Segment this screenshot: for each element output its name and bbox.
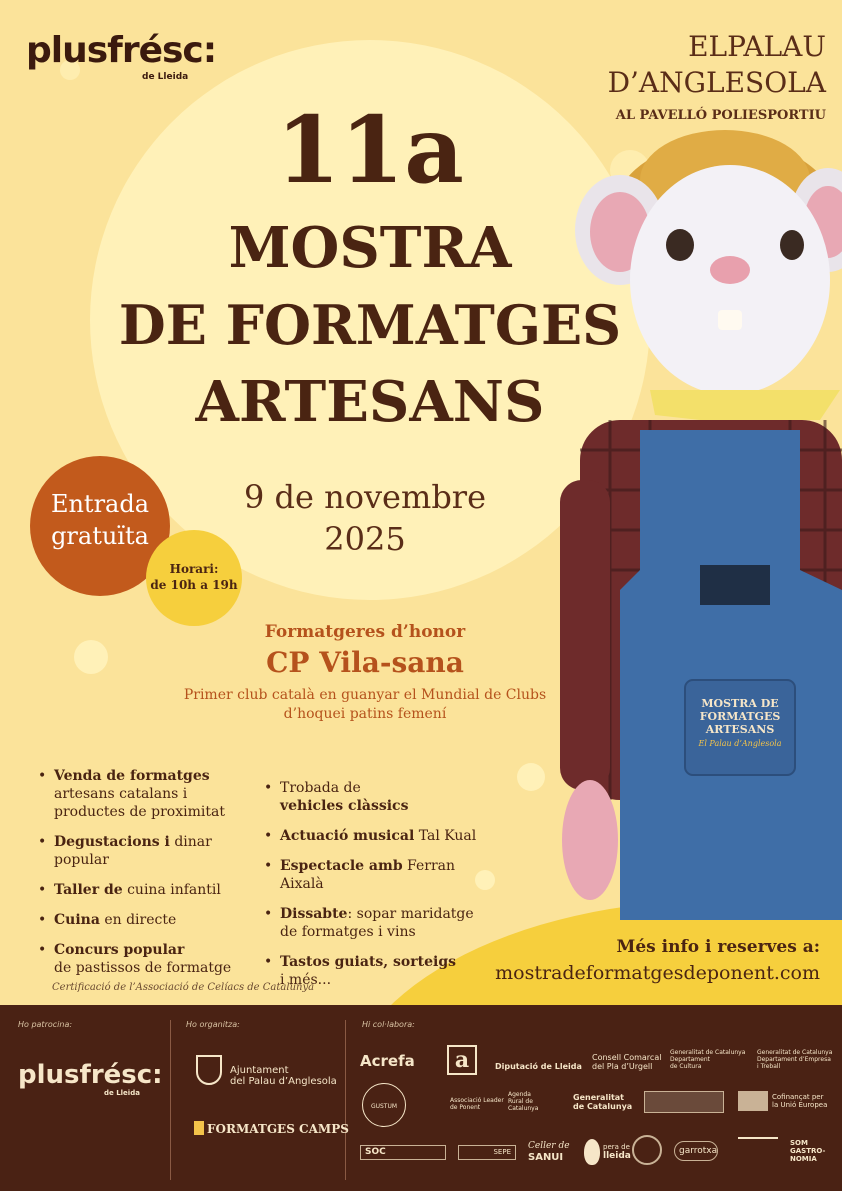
activity-item — [36, 767, 256, 821]
activity-item — [36, 833, 256, 869]
bg-circle-small-1 — [74, 640, 108, 674]
sponsor-logo: plusfrésc: — [18, 1060, 163, 1090]
event-date-line-1: 9 de novembre — [243, 478, 487, 516]
footer-separator — [170, 1020, 171, 1180]
collab-diputacio: Diputació de Lleida — [495, 1062, 582, 1071]
eu-flag-icon — [738, 1091, 768, 1111]
activity-text: Ferran Aixalà — [280, 858, 456, 892]
collab-pla-urgell-line-2: del Pla d’Urgell — [592, 1062, 653, 1071]
activity-text: i més... — [280, 972, 332, 988]
entry-badge-line-2: gratuïta — [51, 522, 149, 550]
hours-badge-line-1: Horari: — [169, 562, 219, 576]
activity-text: dinar popular — [54, 834, 212, 868]
apron-pocket-line-4: El Palau d’Anglesola — [698, 739, 782, 748]
collab-celler-line-2: SANUI — [528, 1152, 564, 1163]
activity-text: : sopar maridatge de formatges i vins — [280, 906, 474, 940]
honor-name: CP Vila-sana — [266, 646, 464, 679]
sponsor-label: Ho patrocina: — [18, 1020, 73, 1029]
org-formatges-camps: FORMATGES CAMPS — [207, 1122, 349, 1136]
collab-soc: SOC — [360, 1145, 446, 1160]
seal-icon — [632, 1135, 662, 1165]
entry-badge-line-1: Entrada — [50, 490, 150, 518]
activity-bold: Tastos guiats, sorteigs — [280, 954, 457, 970]
organizer-label: Ho organitza: — [186, 1020, 240, 1029]
footer-separator — [345, 1020, 346, 1180]
title-line-1: MOSTRA — [228, 215, 512, 281]
collab-ue-line-2: la Unió Europea — [772, 1101, 828, 1109]
activity-bold: Cuina — [54, 912, 100, 928]
certification-note: Certificació de l’Associació de Celíacs de Catalunya — [52, 982, 315, 993]
hours-badge-line-2: de 10h a 19h — [150, 578, 238, 592]
org-ajuntament-line-2: del Palau d’Anglesola — [230, 1076, 337, 1087]
collab-agenda-line-3: Catalunya — [508, 1105, 539, 1112]
collab-gencat-line-2: de Catalunya — [573, 1102, 633, 1111]
activity-bold: Taller de — [54, 882, 123, 898]
apron-pocket-line-2: FORMATGES — [699, 710, 781, 723]
activity-text: en directe — [99, 912, 177, 928]
collab-leader-line-1: Associació Leader — [450, 1097, 504, 1104]
collab-ministry-box — [644, 1091, 724, 1113]
collab-leader-line-2: de Ponent — [450, 1104, 481, 1111]
venue-line-3: AL PAVELLÓ POLIESPORTIU — [615, 108, 826, 123]
activity-text: Tal Kual — [414, 828, 477, 844]
activity-bold: Concurs popular — [54, 942, 185, 958]
venue-line-2: D’ANGLESOLA — [607, 66, 826, 99]
gastronomy-region-icon — [738, 1137, 778, 1161]
activity-item — [262, 779, 492, 815]
sponsor-logo-sub: de Lleida — [104, 1089, 140, 1097]
activity-item — [262, 905, 492, 941]
honor-label: Formatgeres d’honor — [264, 622, 466, 642]
apron-pocket-line-3: ARTESANS — [705, 723, 775, 736]
collab-garrotxa: garrotxa — [674, 1141, 718, 1161]
activity-item — [36, 881, 256, 899]
activity-bold: Degustacions i — [54, 834, 170, 850]
collab-agenda-line-1: Agenda — [508, 1091, 531, 1098]
collab-gencat-line-1: Generalitat — [573, 1093, 624, 1102]
activity-item — [36, 941, 256, 977]
collab-som-line-1: SOM — [790, 1139, 808, 1147]
honor-desc-line-2: d’hoquei patins femení — [283, 706, 447, 722]
collab-celler-line-1: Celler de — [528, 1141, 570, 1151]
honor-desc-line-1: Primer club català en guanyar el Mundial de Clubs — [183, 687, 547, 703]
title-edition: 11a — [276, 96, 464, 204]
activity-bold: Dissabte — [280, 906, 348, 922]
brand-logo-sub: de Lleida — [142, 72, 189, 82]
event-date-line-2: 2025 — [324, 520, 406, 558]
collab-pera-line-2: lleida — [603, 1151, 631, 1161]
org-ajuntament-line-1: Ajuntament — [230, 1065, 289, 1076]
collab-som-line-3: NOMIA — [790, 1155, 817, 1163]
collab-agenda-line-2: Rural de — [508, 1098, 533, 1105]
pear-icon — [584, 1139, 600, 1165]
activity-bold: Actuació musical — [280, 828, 415, 844]
brand-logo: plusfrésc: — [26, 30, 217, 71]
activity-pre: Trobada de — [280, 780, 361, 796]
collab-pla-urgell-line-1: Consell Comarcal — [592, 1053, 662, 1062]
collab-gen-cultura-line-1: Generalitat de Catalunya — [670, 1049, 746, 1056]
activity-text: cuina infantil — [122, 882, 221, 898]
activity-text: artesans catalans i productes de proximitat — [54, 786, 225, 820]
title-line-3: ARTESANS — [195, 369, 545, 435]
activities-left-list — [36, 767, 256, 989]
bg-circle-small-2 — [517, 763, 545, 791]
collab-som-line-2: GASTRO- — [790, 1147, 826, 1155]
collab-ue-line-1: Cofinançat per — [772, 1093, 824, 1101]
collab-pera-line-1: pera de — [603, 1143, 630, 1151]
activity-bold: Espectacle amb — [280, 858, 403, 874]
activity-item — [262, 857, 492, 893]
activity-item — [262, 827, 492, 845]
info-label: Més info i reserves a: — [616, 937, 820, 957]
venue-line-1: ELPALAU — [688, 30, 826, 63]
activity-item — [36, 911, 256, 929]
apron-pocket-line-1: MOSTRA DE — [701, 697, 779, 710]
collab-gen-empresa-line-1: Generalitat de Catalunya — [757, 1049, 833, 1056]
activity-text: de pastissos de formatge — [54, 960, 232, 976]
collab-gen-cultura-line-2: Departament — [670, 1056, 710, 1063]
mouse-mascot-illustration — [560, 120, 842, 920]
collab-gen-cultura-line-3: de Cultura — [670, 1063, 702, 1070]
collab-a-icon: a — [447, 1045, 477, 1075]
collab-gustum: GUSTUM — [370, 1103, 398, 1110]
collab-gen-empresa-line-3: i Treball — [757, 1063, 781, 1070]
activities-right-list — [262, 779, 492, 1001]
collab-acrefa: Acrefa — [360, 1052, 415, 1070]
activity-bold: vehicles clàssics — [280, 798, 409, 814]
collab-sepe: SEPE — [458, 1145, 516, 1160]
ajuntament-shield-icon — [196, 1055, 222, 1085]
formatges-camps-icon — [194, 1121, 204, 1135]
activity-bold: Venda de formatges — [54, 768, 210, 784]
collab-label: Hi col·labora: — [362, 1020, 415, 1029]
title-line-2: DE FORMATGES — [118, 293, 622, 357]
footer — [0, 1005, 842, 1191]
info-url[interactable]: mostradeformatgesdeponent.com — [495, 962, 820, 984]
collab-gen-empresa-line-2: Departament d’Empresa — [757, 1056, 831, 1063]
